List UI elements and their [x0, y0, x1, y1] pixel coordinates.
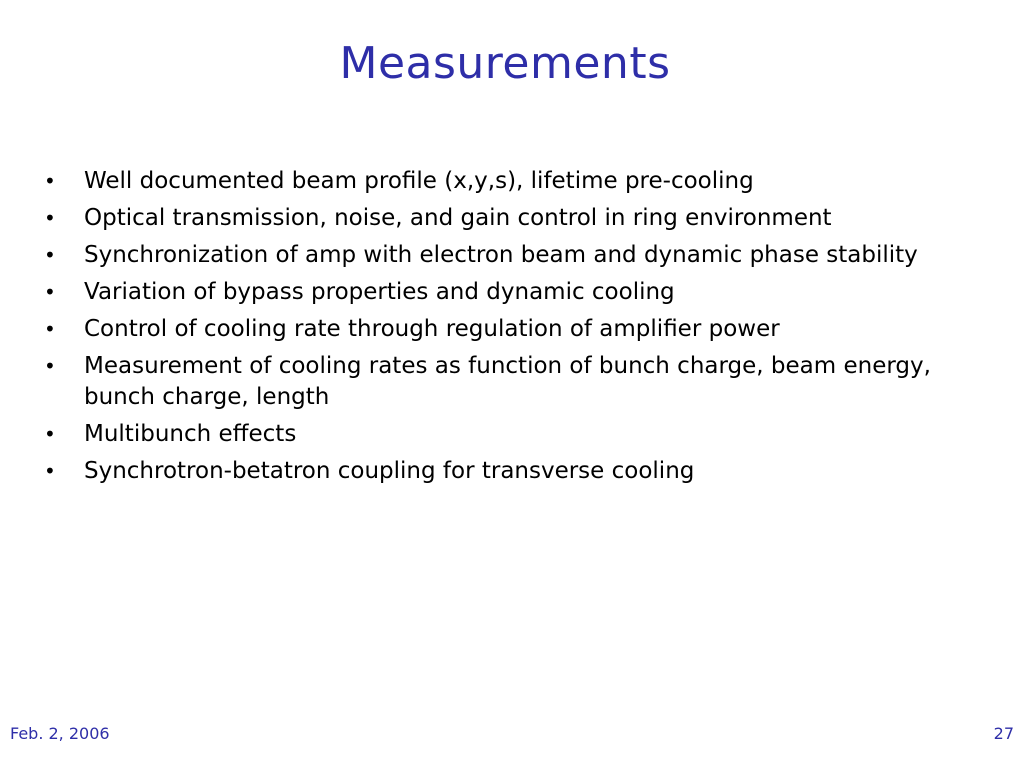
bullet-icon: • — [44, 459, 56, 483]
bullet-item — [44, 166, 964, 197]
bullet-text: Optical transmission, noise, and gain control in ring environment — [84, 205, 832, 231]
bullet-icon: • — [44, 354, 56, 378]
bullet-item — [44, 240, 964, 271]
bullet-text: Synchrotron-betatron coupling for transverse cooling — [84, 458, 695, 484]
bullet-icon: • — [44, 243, 56, 267]
bullet-text: Well documented beam profile (x,y,s), lifetime pre-cooling — [84, 168, 754, 194]
bullet-text: Variation of bypass properties and dynamic cooling — [84, 279, 675, 305]
bullet-text: Control of cooling rate through regulation of amplifier power — [84, 316, 780, 342]
bullet-icon: • — [44, 317, 56, 341]
footer-date: Feb. 2, 2006 — [10, 724, 110, 743]
page-number: 27 — [993, 724, 1014, 743]
bullet-item — [44, 314, 964, 345]
bullet-icon: • — [44, 206, 56, 230]
bullet-item — [44, 456, 964, 487]
bullet-text: Measurement of cooling rates as function of bunch charge, beam energy, bunch charge, length — [84, 353, 931, 410]
bullet-icon: • — [44, 169, 56, 193]
bullet-text: Synchronization of amp with electron beam and dynamic phase stability — [84, 242, 918, 268]
bullet-item — [44, 419, 964, 450]
bullet-text: Multibunch effects — [84, 421, 297, 447]
bullet-icon: • — [44, 422, 56, 446]
bullet-list — [44, 166, 964, 493]
bullet-icon: • — [44, 280, 56, 304]
slide-title: Measurements — [339, 38, 671, 89]
bullet-item — [44, 277, 964, 308]
bullet-item — [44, 351, 964, 413]
bullet-item — [44, 203, 964, 234]
